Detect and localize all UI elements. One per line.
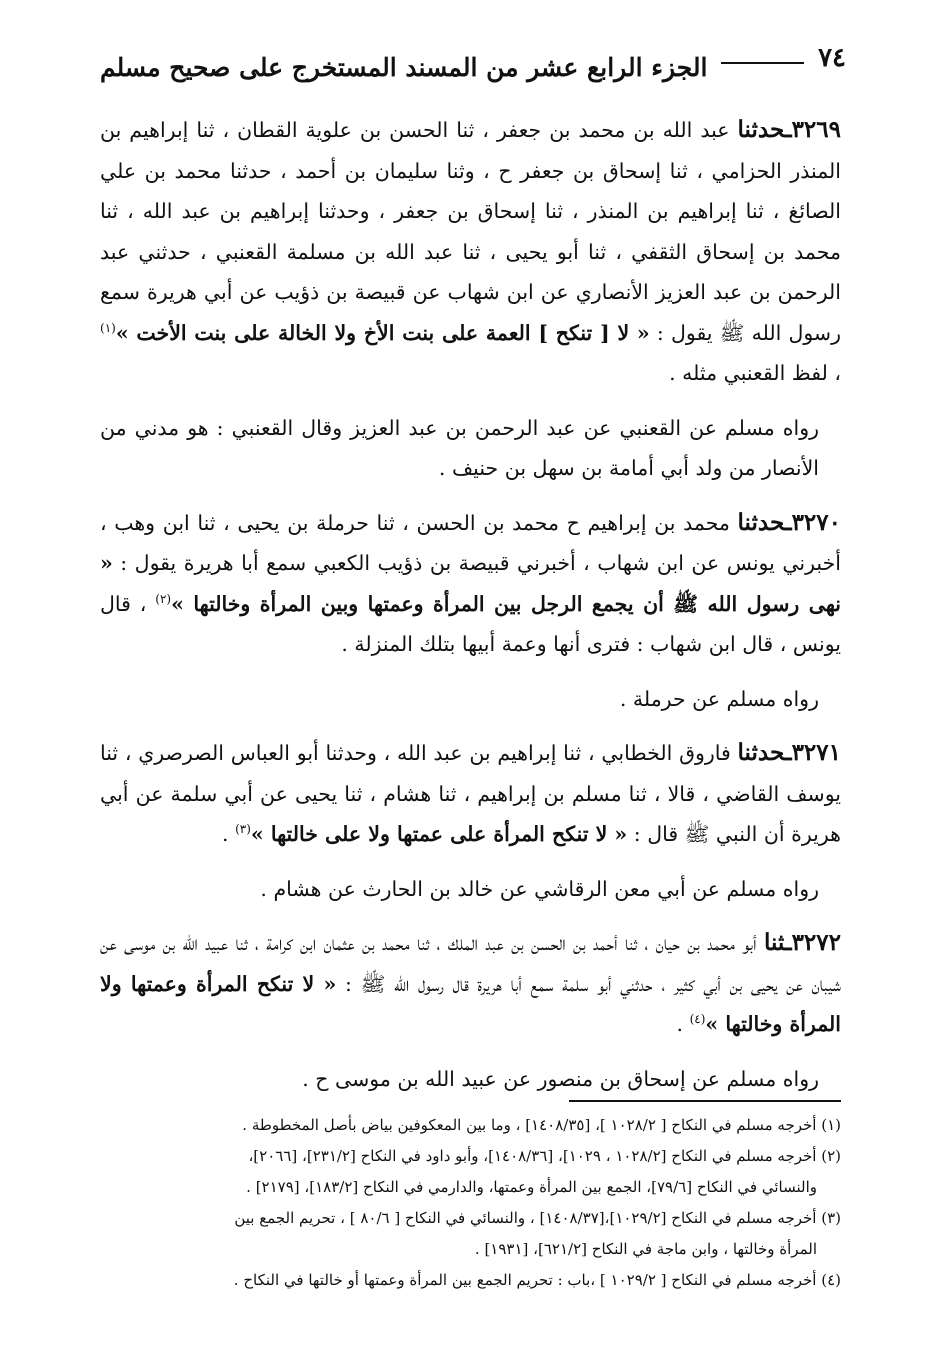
hadith-matn: « لا تنكح المرأة وعمتها ولا المرأة وخالتها » [100, 971, 841, 1036]
footnote-marker: (٤) [689, 1012, 706, 1027]
riwaya-note: رواه مسلم عن حرملة . [619, 686, 819, 711]
footnote-marker: (٣) [235, 822, 251, 837]
hadith-remark: . [222, 822, 236, 846]
hadith-matn: « نهى رسول الله ﷺ أن يجمع الرجل بين المرأة وعمتها وبين المرأة وخالتها » [100, 551, 841, 616]
riwaya-note: رواه مسلم عن القعنبي عن عبد الرحمن بن عبد العزيز وقال القعنبي : هو مدني من الأنصار من ولد أبي أمامة بن سهل بن حنيف . [100, 415, 819, 480]
footnote-rule [569, 1100, 841, 1102]
page-header [100, 42, 846, 98]
riwaya-note: رواه مسلم عن أبي معن الرقاشي عن خالد بن الحارث عن هشام . [260, 876, 819, 901]
page-body [100, 110, 841, 1113]
footnote-continuation: والنسائي في النكاح [٧٩/٦]، الجمع بين المرأة وعمتها، والدارمي في النكاح [١٨٣/٢]، [٢١٧٩] . [246, 1178, 817, 1196]
hadith-isnad: فاروق الخطابي ، ثنا إبراهيم بن عبد الله ، وحدثنا أبو العباس الصرصري ، ثنا يوسف القاضي ، قالا ، ثنا مسلم بن إبراهيم ، ثنا هشام ، ثنا يحيى عن أبي سلمة عن أبي هريرة أن النبي ﷺ قال : [100, 741, 841, 846]
footnote-marker: (١) [100, 320, 116, 335]
hadith-isnad: عبد الله بن محمد بن جعفر ، ثنا الحسن بن علوية القطان ، ثنا إبراهيم بن المنذر الحزامي ، ثنا إسحاق بن جعفر ح ، وثنا سليمان بن أحمد ، حدثنا محمد بن علي الصائغ ، ثنا إبراهيم بن المنذر ، ثنا إسحاق بن جعفر ، وحدثنا إبراهيم بن عبد الله ، ثنا محمد بن إسحاق الثقفي ، ثنا أبو يحيى ، ثنا عبد الله بن مسلمة القعنبي ، حدثني عبد الرحمن بن عبد العزيز الأنصاري عن ابن شهاب عن قبيصة بن ذؤيب عن أبي هريرة سمع رسول الله ﷺ يقول : [100, 118, 842, 345]
riwaya-note: رواه مسلم عن إسحاق بن منصور عن عبيد الله بن موسى ح . [302, 1066, 819, 1091]
hadith-number: ٣٢٧١ـ [784, 739, 841, 766]
footnote: (٤) أخرجه مسلم في النكاح [ ١٠٢٩/٢ ] ،باب : تحريم الجمع بين المرأة وعمتها أو خالتها في النكاح . [233, 1271, 841, 1289]
hadith-number: ٣٢٧٠ـ [784, 508, 841, 536]
footnote: (٢) أخرجه مسلم في النكاح [١٠٢٨/٢ ، ١٠٢٩]، [١٤٠٨/٣٦]، وأبو داود في النكاح [٢٣١/٢]، [٢٠٦٦]، [248, 1147, 841, 1165]
hadith-entry [100, 503, 841, 665]
hadith-remark: ، لفظ القعنبي مثله . [669, 361, 841, 385]
hadith-number: ٣٢٧٢ـ [784, 929, 841, 956]
hadith-number: ٣٢٦٩ـ [784, 116, 841, 143]
hadith-isnad: أبو محمد بن حيان ، ثنا أحمد بن الحسن بن عبد الملك ، ثنا محمد بن عثمان ابن كرامة ، ثنا عبيد الله بن موسى عن شيبان عن يحيى بن أبي كثير ، حدثني أبو سلمة سمع أبا هريرة قال رسول الله ﷺ : [100, 931, 841, 996]
footnotes [100, 1110, 841, 1296]
hadith-matn: « لا تنكح المرأة على عمتها ولا على خالتها » [250, 822, 628, 846]
hadith-matn: « لا [ تنكح ] العمة على بنت الأخ ولا الخالة على بنت الأخت » [115, 320, 650, 345]
footnote-marker: (٢) [155, 591, 172, 606]
hadith-verb: حدثنا [737, 116, 785, 143]
hadith-verb: حدثنا [737, 739, 785, 766]
hadith-verb: ثنا [763, 929, 785, 956]
header-rule [721, 62, 804, 64]
hadith-verb: حدثنا [737, 508, 785, 536]
page-number: ٧٤ [818, 43, 846, 73]
footnote: (٣) أخرجه مسلم في النكاح [١٠٢٩/٢]،[١٤٠٨/٣٧] ، والنسائي في النكاح [ ٨٠/٦ ] ، تحريم الجمع بين [234, 1209, 841, 1227]
footnote-continuation: المرأة وخالتها ، وابن ماجة في النكاح [٦٢١/٢]، [١٩٣١] . [474, 1240, 817, 1258]
footnote: (١) أخرجه مسلم في النكاح [ ١٠٢٨/٢ ]، [١٤٠٨/٣٥] ، وما بين المعكوفين بياض بأصل المخطوطة . [242, 1116, 841, 1134]
hadith-entry [100, 733, 841, 855]
running-title: الجزء الرابع عشر من المسند المستخرج على صحيح مسلم [100, 53, 708, 82]
hadith-entry [100, 110, 841, 394]
hadith-isnad: محمد بن إبراهيم ح محمد بن الحسن ، ثنا حرملة بن يحيى ، ثنا ابن وهب ، أخبرني يونس عن ابن شهاب ، أخبرني قبيصة بن ذؤيب الكعبي سمع أبا هريرة يقول : [100, 510, 841, 575]
hadith-remark: ، قال يونس ، قال ابن شهاب : فترى أنها وعمة أبيها بتلك المنزلة . [100, 591, 841, 656]
hadith-remark: . [676, 1012, 690, 1036]
hadith-entry [100, 923, 841, 1045]
